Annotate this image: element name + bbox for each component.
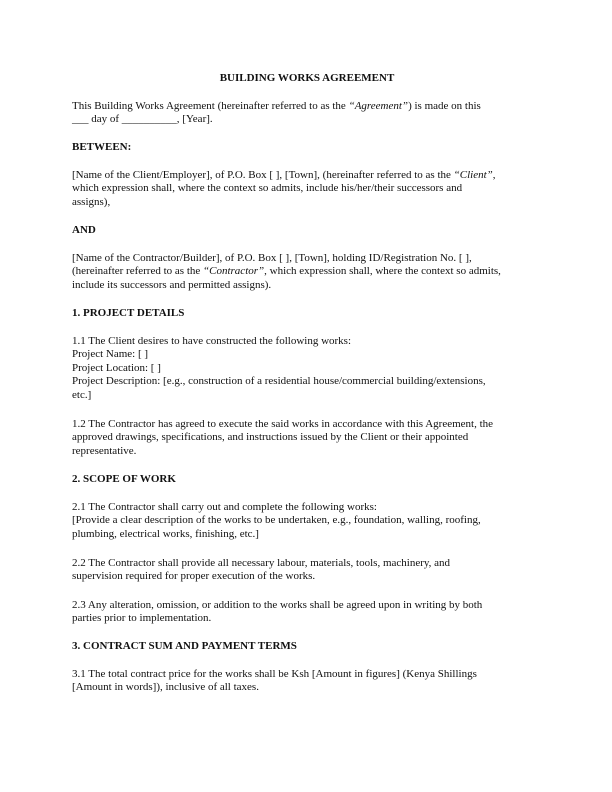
clause-line: 1.1 The Client desires to have constructed the following works: <box>72 335 352 347</box>
section-3-heading: 3. CONTRACT SUM AND PAYMENT TERMS <box>72 640 297 652</box>
client-text: [Name of the Client/Employer], of P.O. Box [ ], [Town], (hereinafter referred to as the <box>72 169 454 181</box>
intro-text: ) is made on this <box>408 100 481 112</box>
clause-line: [Provide a clear description of the works to be undertaken, e.g., foundation, walling, roofing, <box>72 514 481 527</box>
clause-line: Project Description: [e.g., construction of a residential house/commercial building/extensions, <box>72 375 486 388</box>
clause-line: etc.] <box>72 388 92 401</box>
clause-line: supervision required for proper execution of the works. <box>72 570 316 583</box>
clause-line: 2.2 The Contractor shall provide all necessary labour, materials, tools, machinery, and <box>72 557 451 569</box>
contractor-line-2 <box>72 265 542 278</box>
client-line-2: which expression shall, where the context so admits, include his/her/their successors and <box>72 182 463 195</box>
contractor-party-paragraph <box>72 252 542 292</box>
defined-term-agreement: “Agreement” <box>348 100 409 112</box>
intro-line-1 <box>72 100 542 113</box>
between-heading: BETWEEN: <box>72 141 132 153</box>
client-line-1 <box>72 169 542 182</box>
document-title: BUILDING WORKS AGREEMENT <box>219 72 395 84</box>
contractor-line-1: [Name of the Contractor/Builder], of P.O. Box [ ], [Town], holding ID/Registration No. [ ], <box>72 252 472 264</box>
clause-line: 1.2 The Contractor has agreed to execute the said works in accordance with this Agreement, the <box>72 418 494 430</box>
clause-3-1 <box>72 668 542 695</box>
clause-line: plumbing, electrical works, finishing, etc.] <box>72 527 259 540</box>
intro-line-2: ___ day of __________, [Year]. <box>72 113 213 126</box>
clause-line: approved drawings, specifications, and instructions issued by the Client or their appointed <box>72 431 469 444</box>
intro-text: This Building Works Agreement (hereinafter referred to as the <box>72 100 349 112</box>
section-2-heading: 2. SCOPE OF WORK <box>72 473 176 485</box>
clause-line: [Amount in words]), inclusive of all taxes. <box>72 681 259 694</box>
clause-1-2 <box>72 418 542 458</box>
clause-line: Project Name: [ ] <box>72 348 149 361</box>
clause-2-3 <box>72 599 542 626</box>
clause-line: Project Location: [ ] <box>72 361 161 374</box>
defined-term-client: “Client” <box>453 169 493 181</box>
clause-line: 2.3 Any alteration, omission, or addition to the works shall be agreed upon in writing by both <box>72 599 483 611</box>
client-party-paragraph <box>72 169 542 209</box>
clause-line: parties prior to implementation. <box>72 612 212 625</box>
section-1-heading: 1. PROJECT DETAILS <box>72 307 185 319</box>
clause-2-2 <box>72 557 542 584</box>
contractor-text: (hereinafter referred to as the <box>72 265 204 278</box>
contractor-line-3: include its successors and permitted assigns). <box>72 278 272 291</box>
clause-1-1 <box>72 335 542 402</box>
clause-line: 3.1 The total contract price for the works shall be Ksh [Amount in figures] (Kenya Shillings <box>72 668 477 680</box>
clause-line: 2.1 The Contractor shall carry out and complete the following works: <box>72 501 377 513</box>
defined-term-contractor: “Contractor” <box>203 265 265 278</box>
clause-line: representative. <box>72 444 137 457</box>
contractor-text: , which expression shall, where the context so admits, <box>264 265 501 278</box>
client-line-3: assigns), <box>72 195 111 208</box>
clause-2-1 <box>72 501 542 541</box>
intro-paragraph <box>72 100 542 127</box>
client-text: , <box>492 169 496 181</box>
and-heading: AND <box>72 224 96 236</box>
